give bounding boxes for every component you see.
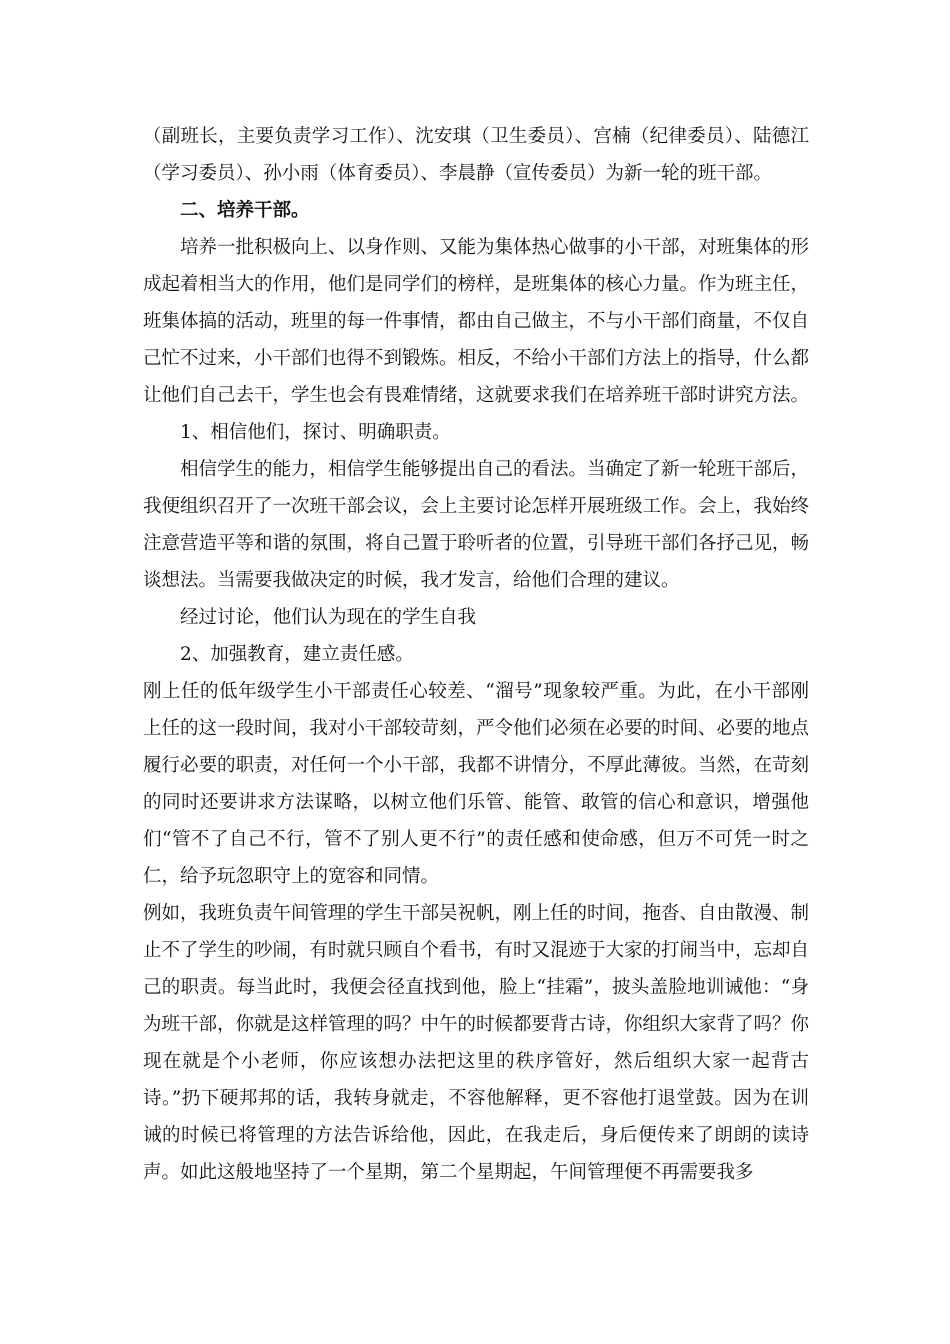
paragraph-trust-students: 相信学生的能力，相信学生能够提出自己的看法。当确定了新一轮班干部后，我便组织召开了一次班干部会议，会上主要讨论怎样开展班级工作。会上，我始终注意营造平等和谐的氛围，将自己置于聆听者的位置，引导班干部们各抒己见，畅谈想法。当需要我做决定的时候，我才发言，给他们合理的建议。	[143, 459, 810, 591]
document-body	[143, 118, 809, 1191]
subheading-strengthen-education: 2、加强教育，建立责任感。	[180, 644, 414, 665]
subheading-trust-them: 1、相信他们，探讨、明确职责。	[180, 422, 451, 443]
section-heading-train-cadres: 二、培养干部。	[180, 200, 310, 221]
paragraph-train-cadres-intro: 培养一批积极向上、以身作则、又能为集体热心做事的小干部，对班集体的形成起着相当大的作用，他们是同学们的榜样，是班集体的核心力量。作为班主任，班集体搞的活动，班里的每一件事情，都由自己做主，不与小干部们商量，不仅自己忙不过来，小干部们也得不到锻炼。相反，不给小干部们方法上的指导，什么都让他们自己去干，学生也会有畏难情绪，这就要求我们在培养班干部时讲究方法。	[143, 237, 810, 406]
paragraph-after-discussion: 经过讨论，他们认为现在的学生自我	[180, 607, 477, 628]
paragraph-class-cadre-list: （副班长，主要负责学习工作）、沈安琪（卫生委员）、宫楠（纪律委员）、陆德江（学习委员）、孙小雨（体育委员）、李晨静（宣传委员）为新一轮的班干部。	[143, 126, 809, 184]
paragraph-responsibility: 刚上任的低年级学生小干部责任心较差、“溜号”现象较严重。为此，在小干部刚上任的这一段时间，我对小干部较苛刻，严令他们必须在必要的时间、必要的地点履行必要的职责，对任何一个小干部，我都不讲情分，不厚此薄彼。当然，在苛刻的同时还要讲求方法谋略，以树立他们乐管、能管、敢管的信心和意识，增强他们“管不了自己不行，管不了别人更不行”的责任感和使命感，但万不可凭一时之仁，给予玩忽职守上的宽容和同情。	[143, 681, 810, 887]
paragraph-example-noon-management: 例如，我班负责午间管理的学生干部吴祝帆，刚上任的时间，拖沓、自由散漫、制止不了学生的吵闹，有时就只顾自个看书，有时又混迹于大家的打闹当中，忘却自己的职责。每当此时，我便会径直找到他，脸上“挂霜”，披头盖脸地训诫他：“身为班干部，你就是这样管理的吗？中午的时候都要背古诗，你组织大家背了吗？你现在就是个小老师，你应该想办法把这里的秩序管好，然后组织大家一起背古诗。”扔下硬邦邦的话，我转身就走，不容他解释，更不容他打退堂鼓。因为在训诫的时候已将管理的方法告诉给他，因此，在我走后，身后便传来了朗朗的读诗声。如此这般地坚持了一个星期，第二个星期起，午间管理便不再需要我多	[143, 903, 810, 1183]
